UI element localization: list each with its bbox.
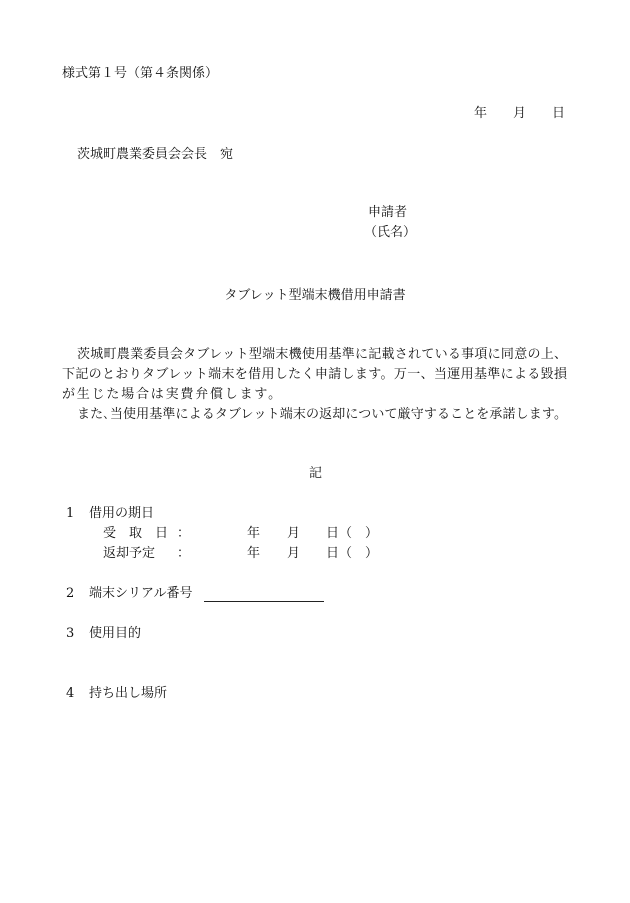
document-title: タブレット型端末機借用申請書 (224, 288, 406, 303)
item-3 (66, 626, 141, 642)
addressee: 茨城町農業委員会会長 宛 (77, 147, 234, 162)
item-label: 端末シリアル番号 (89, 586, 193, 601)
form-number: 様式第１号（第４条関係） (62, 66, 219, 81)
item-heading (66, 506, 154, 522)
date-month: 月 (513, 106, 527, 121)
item-label: 借用の期日 (89, 506, 155, 521)
row-label: 受 取 日 (103, 526, 169, 541)
body-line: 下記のとおりタブレット端末を借用したく申請します。万一、当運用基準による毀損 (62, 367, 567, 382)
item-label: 持ち出し場所 (89, 686, 168, 701)
row-year[interactable]: 年 (247, 546, 261, 561)
serial-number-blank[interactable] (204, 601, 324, 602)
body-line: 茨城町農業委員会タブレット型端末機使用基準に記載されている事項に同意の上、 (77, 347, 567, 362)
item-number: 3 (66, 626, 75, 641)
row-day[interactable]: 日（ ） (326, 546, 379, 561)
body-line: また､当使用基準によるタブレット端末の返却について厳守することを承諾します。 (77, 407, 567, 422)
applicant-name-label: （氏名） (364, 225, 417, 240)
row-colon: ： (177, 526, 191, 541)
date-day: 日 (552, 106, 566, 121)
ki-heading: 記 (309, 466, 323, 481)
row-year[interactable]: 年 (247, 526, 261, 541)
applicant-label: 申請者 (368, 205, 408, 220)
item-2 (66, 586, 324, 602)
row-label: 返却予定 (103, 546, 156, 561)
date-field (474, 106, 565, 122)
row-month[interactable]: 月 (287, 526, 301, 541)
date-year: 年 (474, 106, 488, 121)
item-label: 使用目的 (89, 626, 142, 641)
body-line: が生じた場合は実費弁償します。 (62, 387, 283, 402)
receive-date-row (103, 526, 378, 542)
row-day[interactable]: 日（ ） (326, 526, 379, 541)
row-month[interactable]: 月 (287, 546, 301, 561)
item-4 (66, 686, 167, 702)
item-number: 1 (66, 506, 75, 521)
item-number: 2 (66, 586, 75, 601)
item-number: 4 (66, 686, 75, 701)
return-date-row (103, 546, 378, 562)
row-colon: ： (177, 546, 191, 561)
